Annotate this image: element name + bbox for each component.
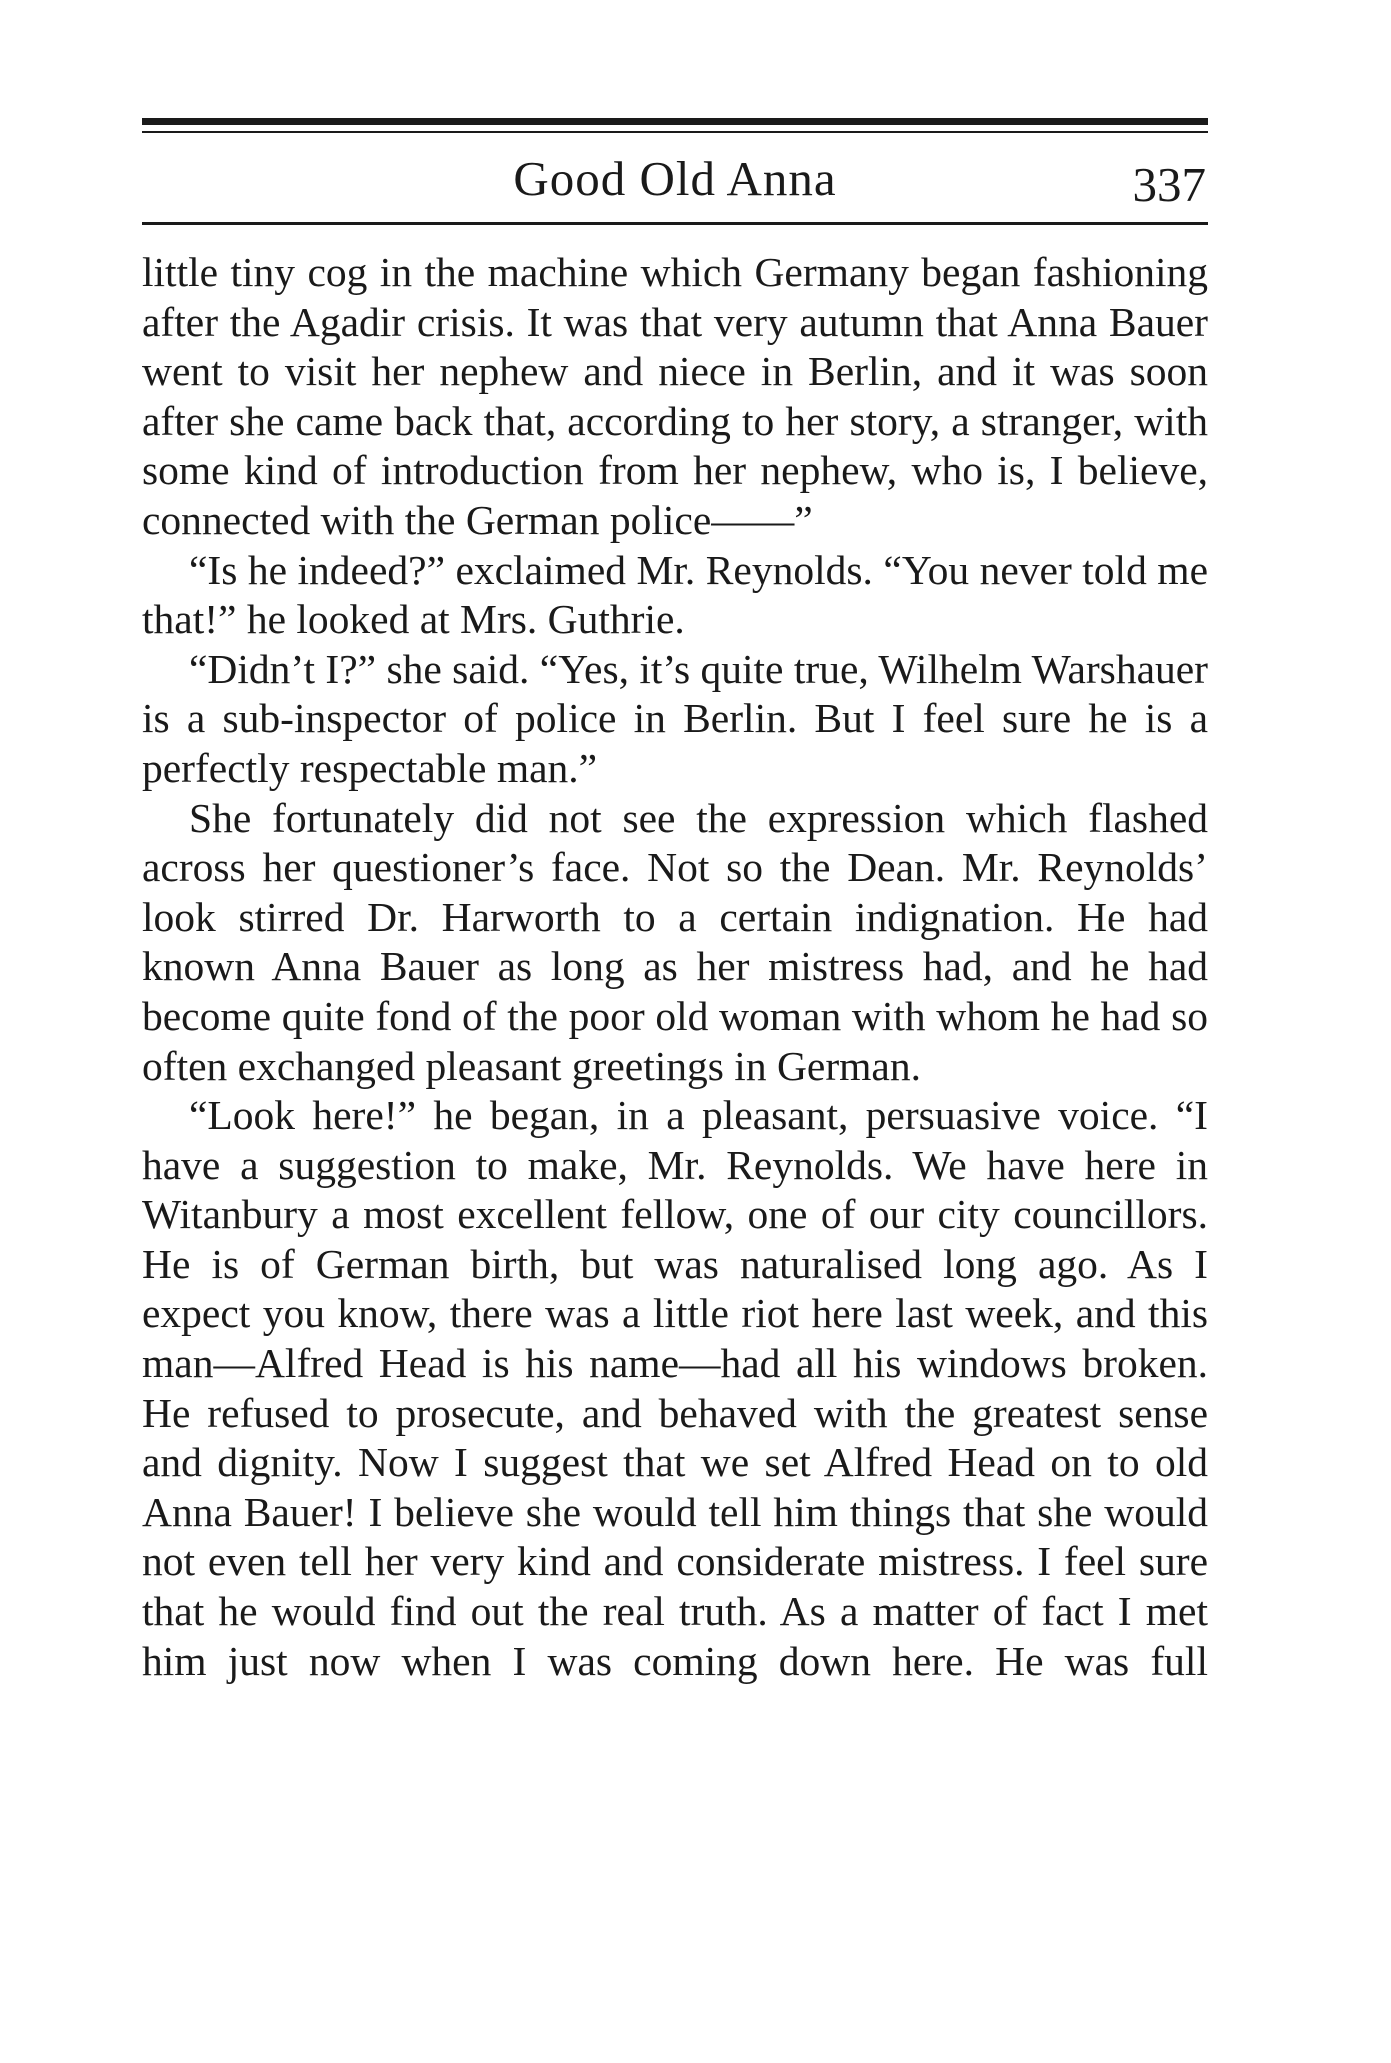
paragraph: She fortunately did not see the expression which flashed across her questioner’s face. Not so the Dean. Mr. Reynolds’ look stirred Dr. Harworth to a certain indignation. He had known Anna Bauer as long as her mistress had, and he had become quite fond of the poor old woman with whom he had so often exchanged pleasant greetings in German. [142, 794, 1208, 1089]
header-rule-bottom [142, 222, 1208, 225]
header-rule-thin [142, 131, 1208, 133]
paragraph: “Is he indeed?” exclaimed Mr. Reynolds. “You never told me that!” he looked at Mrs. Guthrie. [142, 546, 1208, 643]
body-text [142, 248, 1208, 1686]
header-rule-thick [142, 118, 1208, 125]
page-number: 337 [1132, 157, 1206, 212]
running-head [142, 148, 1208, 218]
running-title: Good Old Anna [513, 151, 837, 206]
paragraph: “Look here!” he began, in a pleasant, persuasive voice. “I have a suggestion to make, Mr. Reynolds. We have here in Witanbury a most excellent fellow, one of our city councillors. He is of German birth, but was naturalised long ago. As I expect you know, there was a little riot here last week, and this man—Alfred Head is his name—had all his windows broken. He refused to prosecute, and behaved with the greatest sense and dignity. Now I suggest that we set Alfred Head on to old Anna Bauer! I believe she would tell him things that she would not even tell her very kind and considerate mistress. I feel sure that he would find out the real truth. As a matter of fact I met him just now when I was coming down here. He was full [142, 1092, 1208, 1684]
paragraph: “Didn’t I?” she said. “Yes, it’s quite true, Wilhelm Warshauer is a sub-inspector of police in Berlin. But I feel sure he is a perfectly respectable man.” [142, 645, 1208, 791]
paragraph: little tiny cog in the machine which Germany began fashioning after the Agadir crisis. It was that very autumn that Anna Bauer went to visit her nephew and niece in Berlin, and it was soon after she came back that, according to her story, a stranger, with some kind of introduction from her nephew, who is, I believe, connected with the German police——” [142, 249, 1208, 543]
